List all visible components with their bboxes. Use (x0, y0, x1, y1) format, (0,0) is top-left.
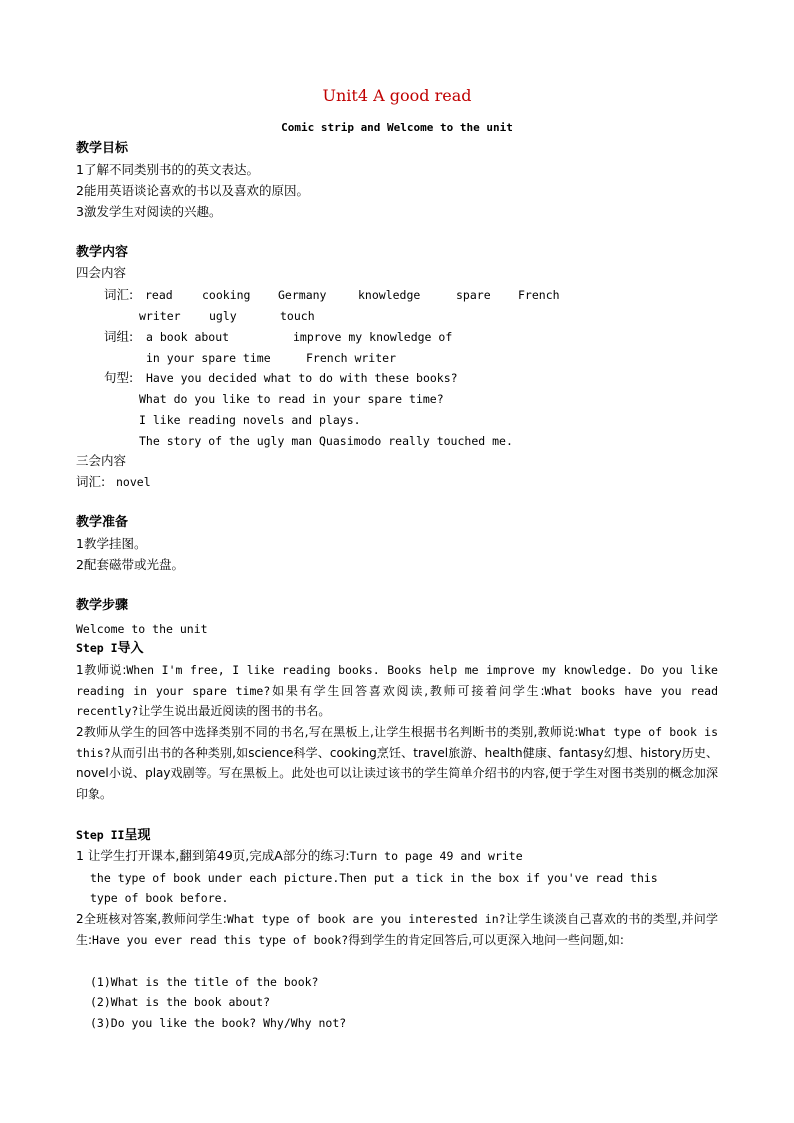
sentence: I like reading novels and plays. (139, 413, 361, 427)
sentence-label: 句型: (104, 370, 134, 385)
three-vocab-word: novel (116, 475, 151, 489)
phrase: French writer (306, 351, 397, 365)
step1-title: 导入 (117, 641, 144, 656)
step2-title: 呈现 (124, 828, 151, 843)
objective-item: 3激发学生对阅读的兴趣。 (76, 204, 222, 219)
phrase: a book about (146, 330, 230, 344)
question-item: (2)What is the book about? (90, 995, 271, 1009)
phrase: in your spare time (146, 351, 271, 365)
step1-prefix: Step I (76, 641, 118, 655)
objective-item: 2能用英语谈论喜欢的书以及喜欢的原因。 (76, 183, 309, 198)
vocab-word: cooking (202, 288, 251, 302)
sentence: Have you decided what to do with these books? (146, 371, 458, 385)
step2-heading (76, 826, 150, 845)
preparation-item: 2配套磁带或光盘。 (76, 557, 184, 572)
three-skills-label: 三会内容 (76, 453, 127, 468)
vocab-word: French (518, 288, 560, 302)
three-vocab-label: 词汇: (76, 474, 106, 489)
preparation-item: 1教学挂图。 (76, 536, 147, 551)
question-item: (1)What is the title of the book? (90, 975, 319, 989)
four-skills-label: 四会内容 (76, 265, 127, 280)
content-heading: 教学内容 (76, 245, 129, 260)
phrase-label: 词组: (104, 329, 134, 344)
vocab-word: read (145, 288, 173, 302)
welcome-label: Welcome to the unit (76, 622, 208, 636)
step2-paragraph-1-line3: type of book before. (90, 891, 229, 905)
steps-heading: 教学步骤 (76, 598, 129, 613)
sentence: What do you like to read in your spare time? (139, 392, 444, 406)
preparation-heading: 教学准备 (76, 515, 129, 530)
step2-paragraph-1: 1 让学生打开课本,翻到第49页,完成A部分的练习:Turn to page 49 and write (76, 848, 523, 863)
page-subtitle: Comic strip and Welcome to the unit (281, 121, 513, 134)
vocab-word: ugly (209, 309, 237, 323)
step1-paragraph-2: 2教师从学生的回答中选择类别不同的书名,写在黑板上,让学生根据书名判断书的类别,教师说:What type of book is this?从而引出书的各种类别,如science科学、cooking烹饪、travel旅游、health健康、fantasy幻想、history历史、novel小说、play戏剧等。写在黑板上。此处也可以让读过该书的学生简单介绍书的内容,便于学生对图书类别的概念加深印象。 (76, 725, 718, 801)
phrase: improve my knowledge of (293, 330, 453, 344)
step1-heading (76, 639, 144, 658)
step1-paragraph-1: 1教师说:When I'm free, I like reading books. Books help me improve my knowledge. Do you like reading in your spare time?如果有学生回答喜欢阅读,教师可接着问学生:What books have you read recently?让学生说出最近阅读的图书的书名。 (76, 663, 719, 718)
vocab-word: writer (139, 309, 181, 323)
vocab-word: knowledge (358, 288, 421, 302)
vocab-label: 词汇: (104, 287, 134, 302)
step2-prefix: Step II (76, 828, 125, 842)
vocab-word: touch (280, 309, 315, 323)
objective-item: 1了解不同类别书的的英文表达。 (76, 162, 259, 177)
step2-paragraph-2: 2全班核对答案,教师问学生:What type of book are you interested in?让学生谈淡自己喜欢的书的类型,并问学生:Have you ever read this type of book?得到学生的肯定回答后,可以更深入地问一些问题,如: (76, 912, 718, 947)
vocab-word: Germany (278, 288, 327, 302)
objectives-heading: 教学目标 (76, 141, 129, 156)
question-item: (3)Do you like the book? Why/Why not? (90, 1016, 347, 1030)
sentence: The story of the ugly man Quasimodo really touched me. (139, 434, 513, 448)
vocab-word: spare (456, 288, 491, 302)
page-title: Unit4 A good read (322, 86, 472, 105)
step2-paragraph-1-line2: the type of book under each picture.Then put a tick in the box if you've read this (90, 871, 658, 885)
